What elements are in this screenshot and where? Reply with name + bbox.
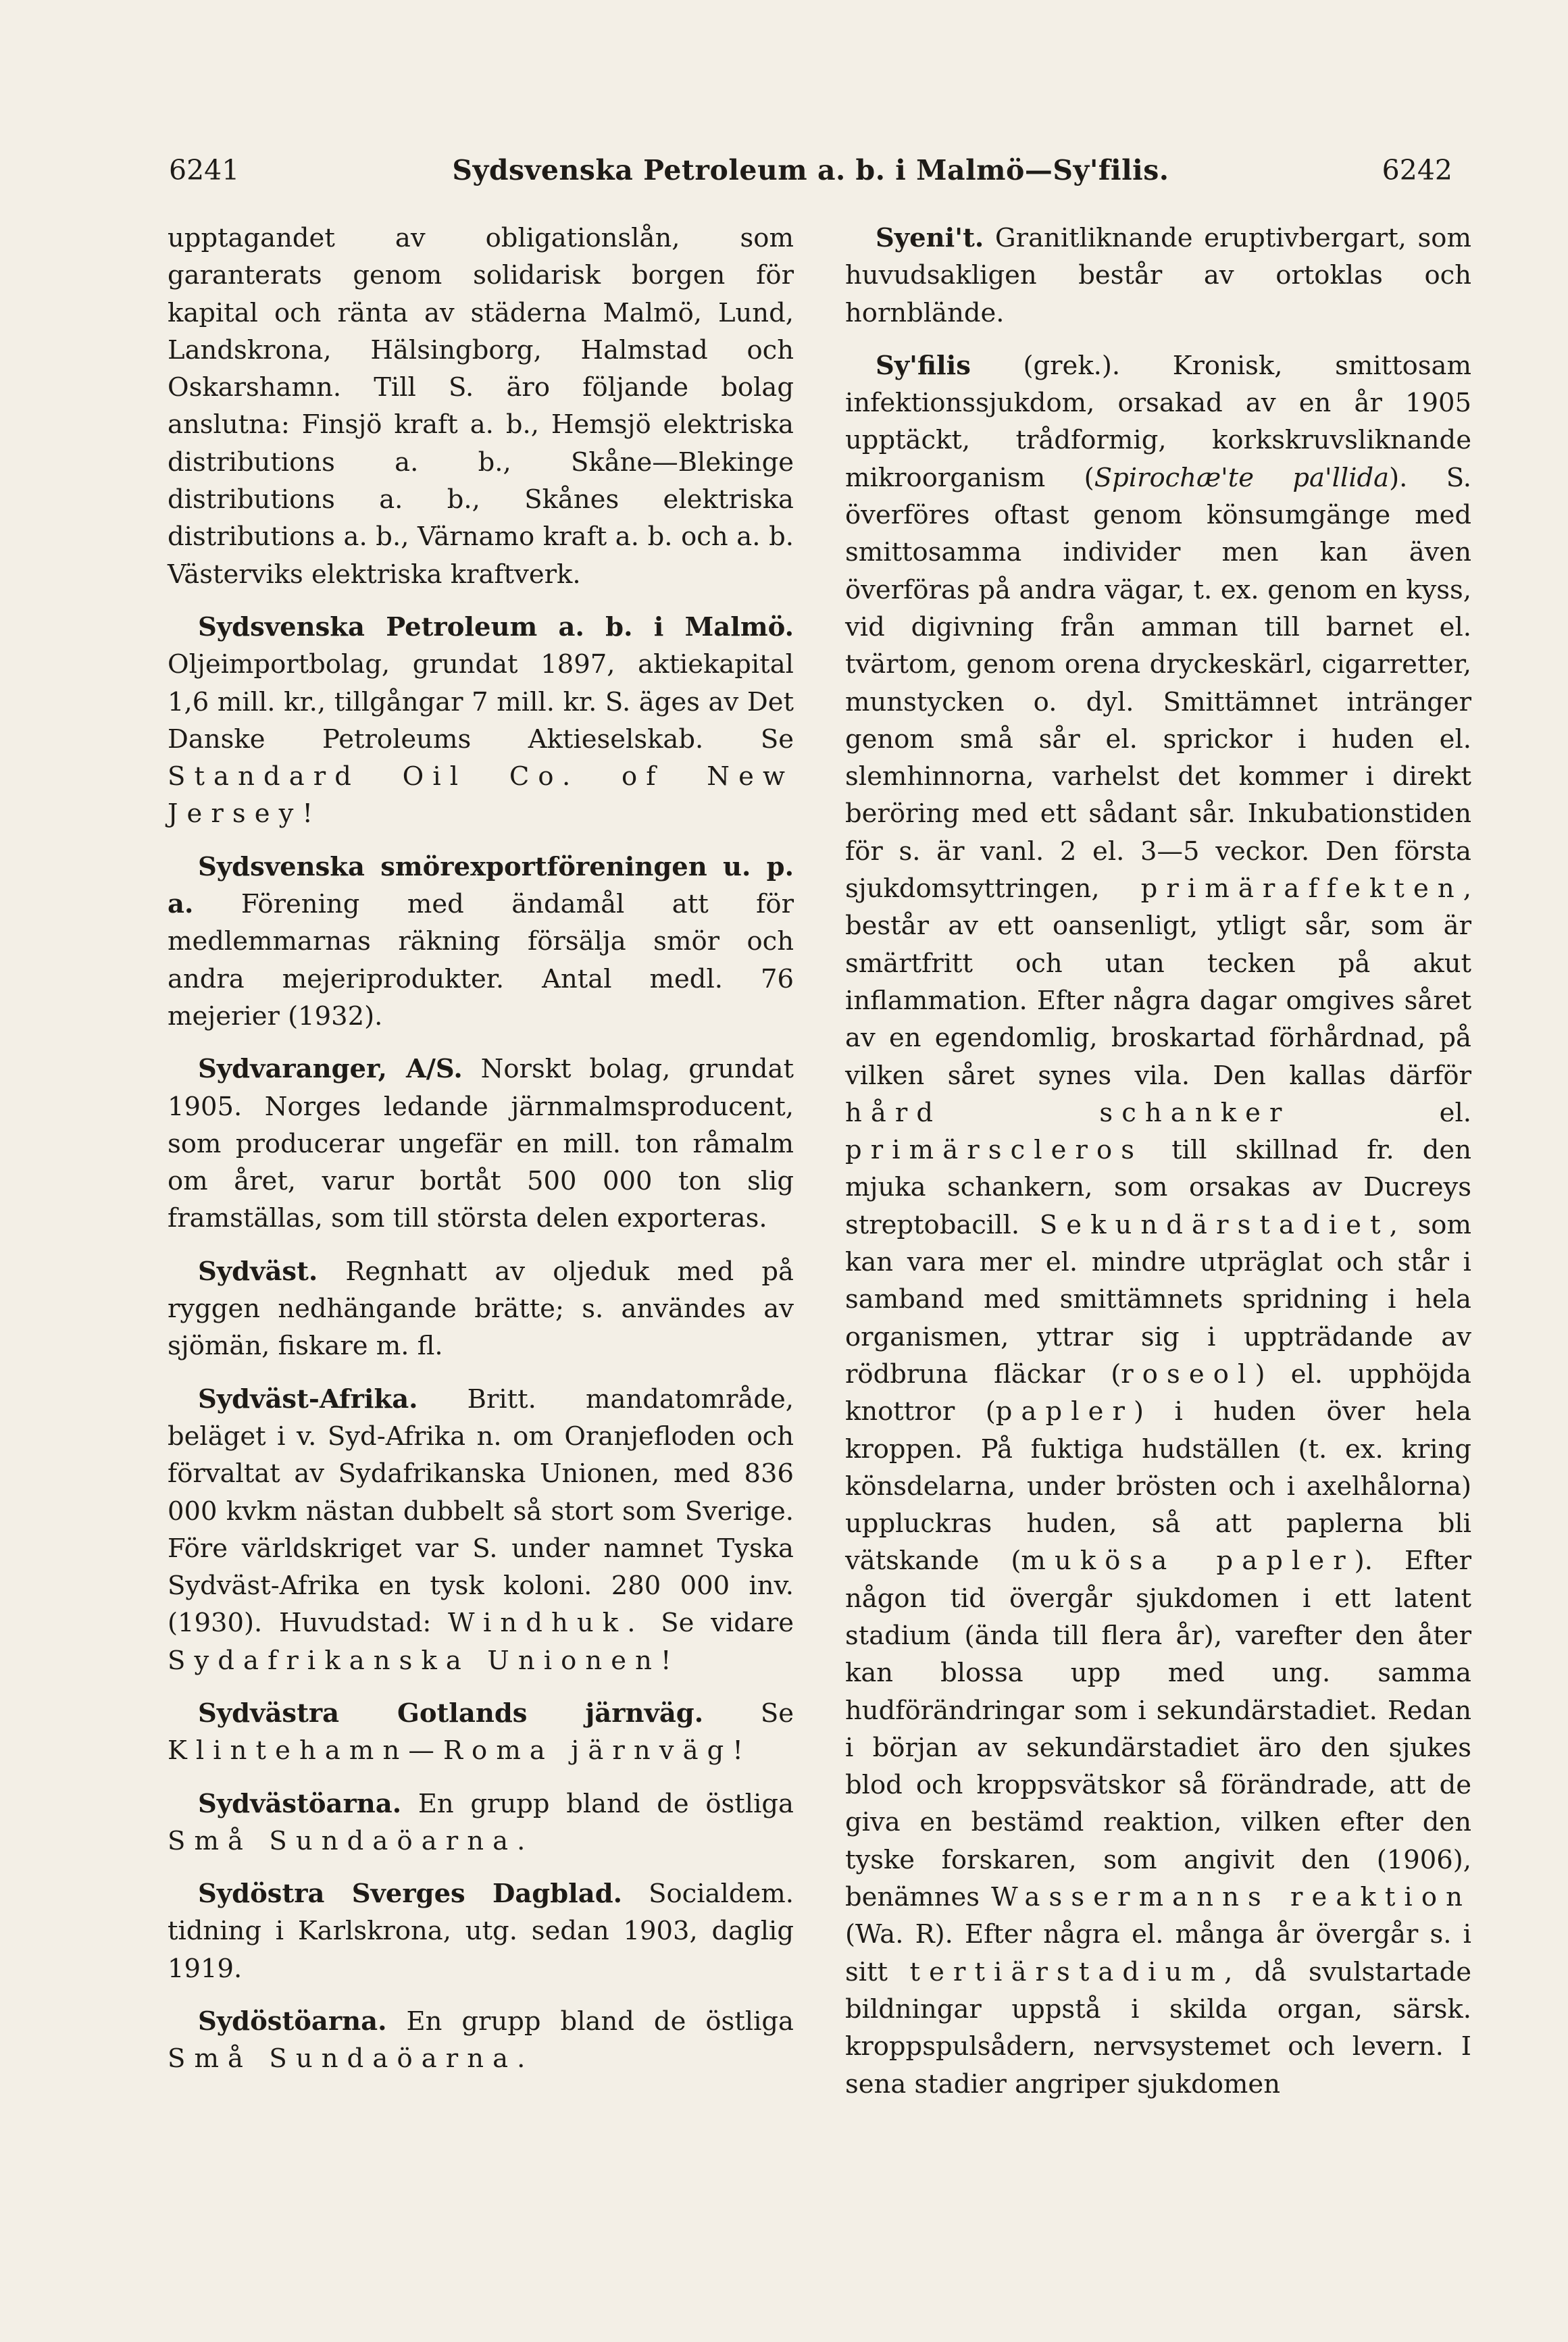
entry-text: , består av ett oansenligt, ytligt sår, som är smärtfritt och utan tecken på akut inflammation. Efter några dagar omgives såret av en egendomlig, broskartad förhårdnad, på vilken såret synes vila. Den kallas därför	[845, 873, 1471, 1091]
entry-headword: Sydväst.	[198, 1256, 318, 1287]
spaced-term: primäraffekten	[1140, 873, 1463, 905]
cross-reference: Klintehamn—Roma järnväg!	[168, 1735, 752, 1766]
entry-text: till skillnad fr. den mjuka schankern, som orsakas av Ducreys streptobacill.	[845, 1135, 1471, 1240]
page-number-right: 6242	[1382, 154, 1452, 186]
spaced-term: hård schanker	[845, 1097, 1291, 1128]
entry-text: Norskt bolag, grundat 1905. Norges ledande järnmalmsproducent, som producerar ungefär en mill. ton råmalm om året, varur bortåt 500 000 ton slig framställas, som till största delen exporteras.	[168, 1054, 794, 1234]
spaced-term: Sekundärstadiet	[1039, 1209, 1390, 1240]
cross-reference: Små Sundaöarna.	[168, 2043, 534, 2074]
entry-text: (grek.). Kronisk, smittosam infektionssjukdom, orsakad av en år 1905 upptäckt, trådformig, korkskruvsliknande mikroorganism (	[845, 350, 1471, 493]
entry-headword: Sydväst-Afrika.	[198, 1383, 418, 1415]
entry-sydvastoarna	[168, 1785, 794, 1860]
spaced-term: tertiärstadium	[909, 1956, 1225, 1987]
cross-reference: Standard Oil Co. of New Jersey!	[168, 761, 794, 830]
entry-text: Britt. mandatområde, beläget i v. Syd-Afrika n. om Oranjefloden och förvaltat av Sydafrikanska Unionen, med 836 000 kvkm nästan dubbelt så stort som Sverige. Före världskriget var S. under namnet Tyska Sydväst-Afrika en tysk koloni. 280 000 inv. (1930). Huvudstad:	[168, 1383, 794, 1639]
spaced-term: papler	[995, 1396, 1134, 1427]
entry-headword: Sydvästöarna.	[198, 1788, 402, 1819]
entry-headword: Sy'filis	[876, 350, 971, 381]
entry-text: ) el. upphöjda knottror (	[845, 1358, 1471, 1427]
left-column	[168, 220, 794, 2093]
entry-sydostoarna	[168, 2003, 794, 2078]
spaced-term: roseol	[1121, 1358, 1255, 1390]
entry-text: Se	[760, 1698, 794, 1729]
entry-sydsvenska-smorexport	[168, 848, 794, 1035]
cross-reference: Små Sundaöarna.	[168, 1825, 534, 1856]
entry-text: En grupp bland de östliga	[418, 1788, 794, 1819]
entry-headword: Sydsvenska smörexportföreningen u. p. a.	[168, 851, 794, 920]
cross-reference: Sydafrikanska Unionen!	[168, 1645, 680, 1676]
entry-text: En grupp bland de östliga	[406, 2006, 794, 2037]
entry-text: ). S. överföres oftast genom könsumgänge med smittosamma individer men kan även överföras på andra vägar, t. ex. genom en kyss, vid digivning från amman till barnet el. tvärtom, genom orena dryckeskärl, cigarretter, munstycken o. dyl. Smittämnet intränger genom små sår el. sprickor i huden el. slemhinnorna, varhelst det kommer i direkt beröring med ett sådant sår. Inkubationstiden för s. är vanl. 2 el. 3—5 veckor. Den första sjukdomsyttringen,	[845, 462, 1471, 905]
entry-sydvaranger	[168, 1050, 794, 1237]
page-number-left: 6241	[169, 154, 240, 186]
entry-text: Socialdem. tidning i Karlskrona, utg. sedan 1903, daglig 1919.	[168, 1879, 794, 1984]
entry-sydostra-sverges-dagblad	[168, 1875, 794, 1987]
entry-sydvastra-gotlands	[168, 1695, 794, 1770]
entry-headword: Sydvaranger, A/S.	[198, 1054, 463, 1085]
right-column	[845, 220, 1471, 2118]
entry-text: Granitliknande eruptivbergart, som huvudsakligen består av ortoklas och hornblände.	[845, 223, 1471, 328]
page-header	[169, 154, 1452, 195]
entry-text: (Wa. R). Efter några el. många år övergår s. i sitt	[845, 1919, 1471, 1987]
entry-syfilis	[845, 347, 1471, 2103]
entry-text: el.	[1439, 1097, 1471, 1128]
entry-text: Förening med ändamål att för medlemmarnas räkning försälja smör och andra mejeriprodukter. Antal medl. 76 mejerier (1932).	[168, 889, 794, 1032]
entry-headword: Sydsvenska Petroleum a. b. i Malmö.	[198, 611, 794, 642]
cross-reference: Windhuk.	[448, 1608, 644, 1639]
entry-text: Oljeimportbolag, grundat 1897, aktiekapital 1,6 mill. kr., tillgångar 7 mill. kr. S. äges av Det Danske Petroleums Aktieselskab. Se	[168, 649, 794, 755]
entry-headword: Sydvästra Gotlands järnväg.	[198, 1698, 704, 1729]
spaced-term: Wassermanns reaktion	[991, 1882, 1471, 1913]
entry-text: Regnhatt av oljeduk med på ryggen nedhängande brätte; s. användes av sjömän, fiskare m. fl.	[168, 1256, 794, 1362]
entry-sydvast	[168, 1253, 794, 1365]
entry-headword: Sydöstöarna.	[198, 2006, 387, 2037]
entry-headword: Sydöstra Sverges Dagblad.	[198, 1879, 623, 1910]
entry-sydsvenska-petroleum	[168, 609, 794, 833]
entry-sydvast-afrika	[168, 1381, 794, 1679]
entry-syenit	[845, 220, 1471, 332]
entry-text: , som kan vara mer el. mindre utpräglat och står i samband med smittämnets spridning i hela organismen, yttrar sig i uppträdande av rödbruna fläckar (	[845, 1209, 1471, 1390]
entry-text: Se vidare	[661, 1608, 794, 1639]
spaced-term: mukösa papler	[1021, 1546, 1355, 1577]
entry-text: ). Efter någon tid övergår sjukdomen i ett latent stadium (ända till flera år), varefter den åter kan blossa upp med ung. samma hudförändringar som i sekundärstadiet. Redan i början av sekundärstadiet äro den sjukes blod och kroppsvätskor så förändrade, att de giva en bestämd reaktion, vilken efter den tyske forskaren, som angivit den (1906), benämnes	[845, 1546, 1471, 1913]
entry-text: , då svulstartade bildningar uppstå i skilda organ, särsk. kroppspulsådern, nervsystemet och levern. I sena stadier angriper sjukdomen	[845, 1956, 1471, 2099]
spaced-term: primärscleros	[845, 1135, 1144, 1166]
entry-continuation	[168, 220, 794, 593]
entry-headword: Syeni't.	[876, 223, 984, 253]
running-title: Sydsvenska Petroleum a. b. i Malmö—Sy'filis.	[452, 154, 1169, 186]
latin-name: Spirochæ'te pa'llida	[1094, 462, 1390, 493]
entry-text: upptagandet av obligationslån, som garanterats genom solidarisk borgen för kapital och ränta av städerna Malmö, Lund, Landskrona, Hälsingborg, Halmstad och Oskarshamn. Till S. äro följande bolag anslutna: Finsjö kraft a. b., Hemsjö elektriska distributions a. b., Skåne—Blekinge distributions a. b., Skånes elektriska distributions a. b., Värnamo kraft a. b. och a. b. Västerviks elektriska kraftverk.	[168, 223, 794, 590]
entry-text: ) i huden över hela kroppen. På fuktiga hudställen (t. ex. kring könsdelarna, under brösten och i axelhålorna) uppluckras huden, så att paplerna bli vätskande (	[845, 1396, 1471, 1577]
